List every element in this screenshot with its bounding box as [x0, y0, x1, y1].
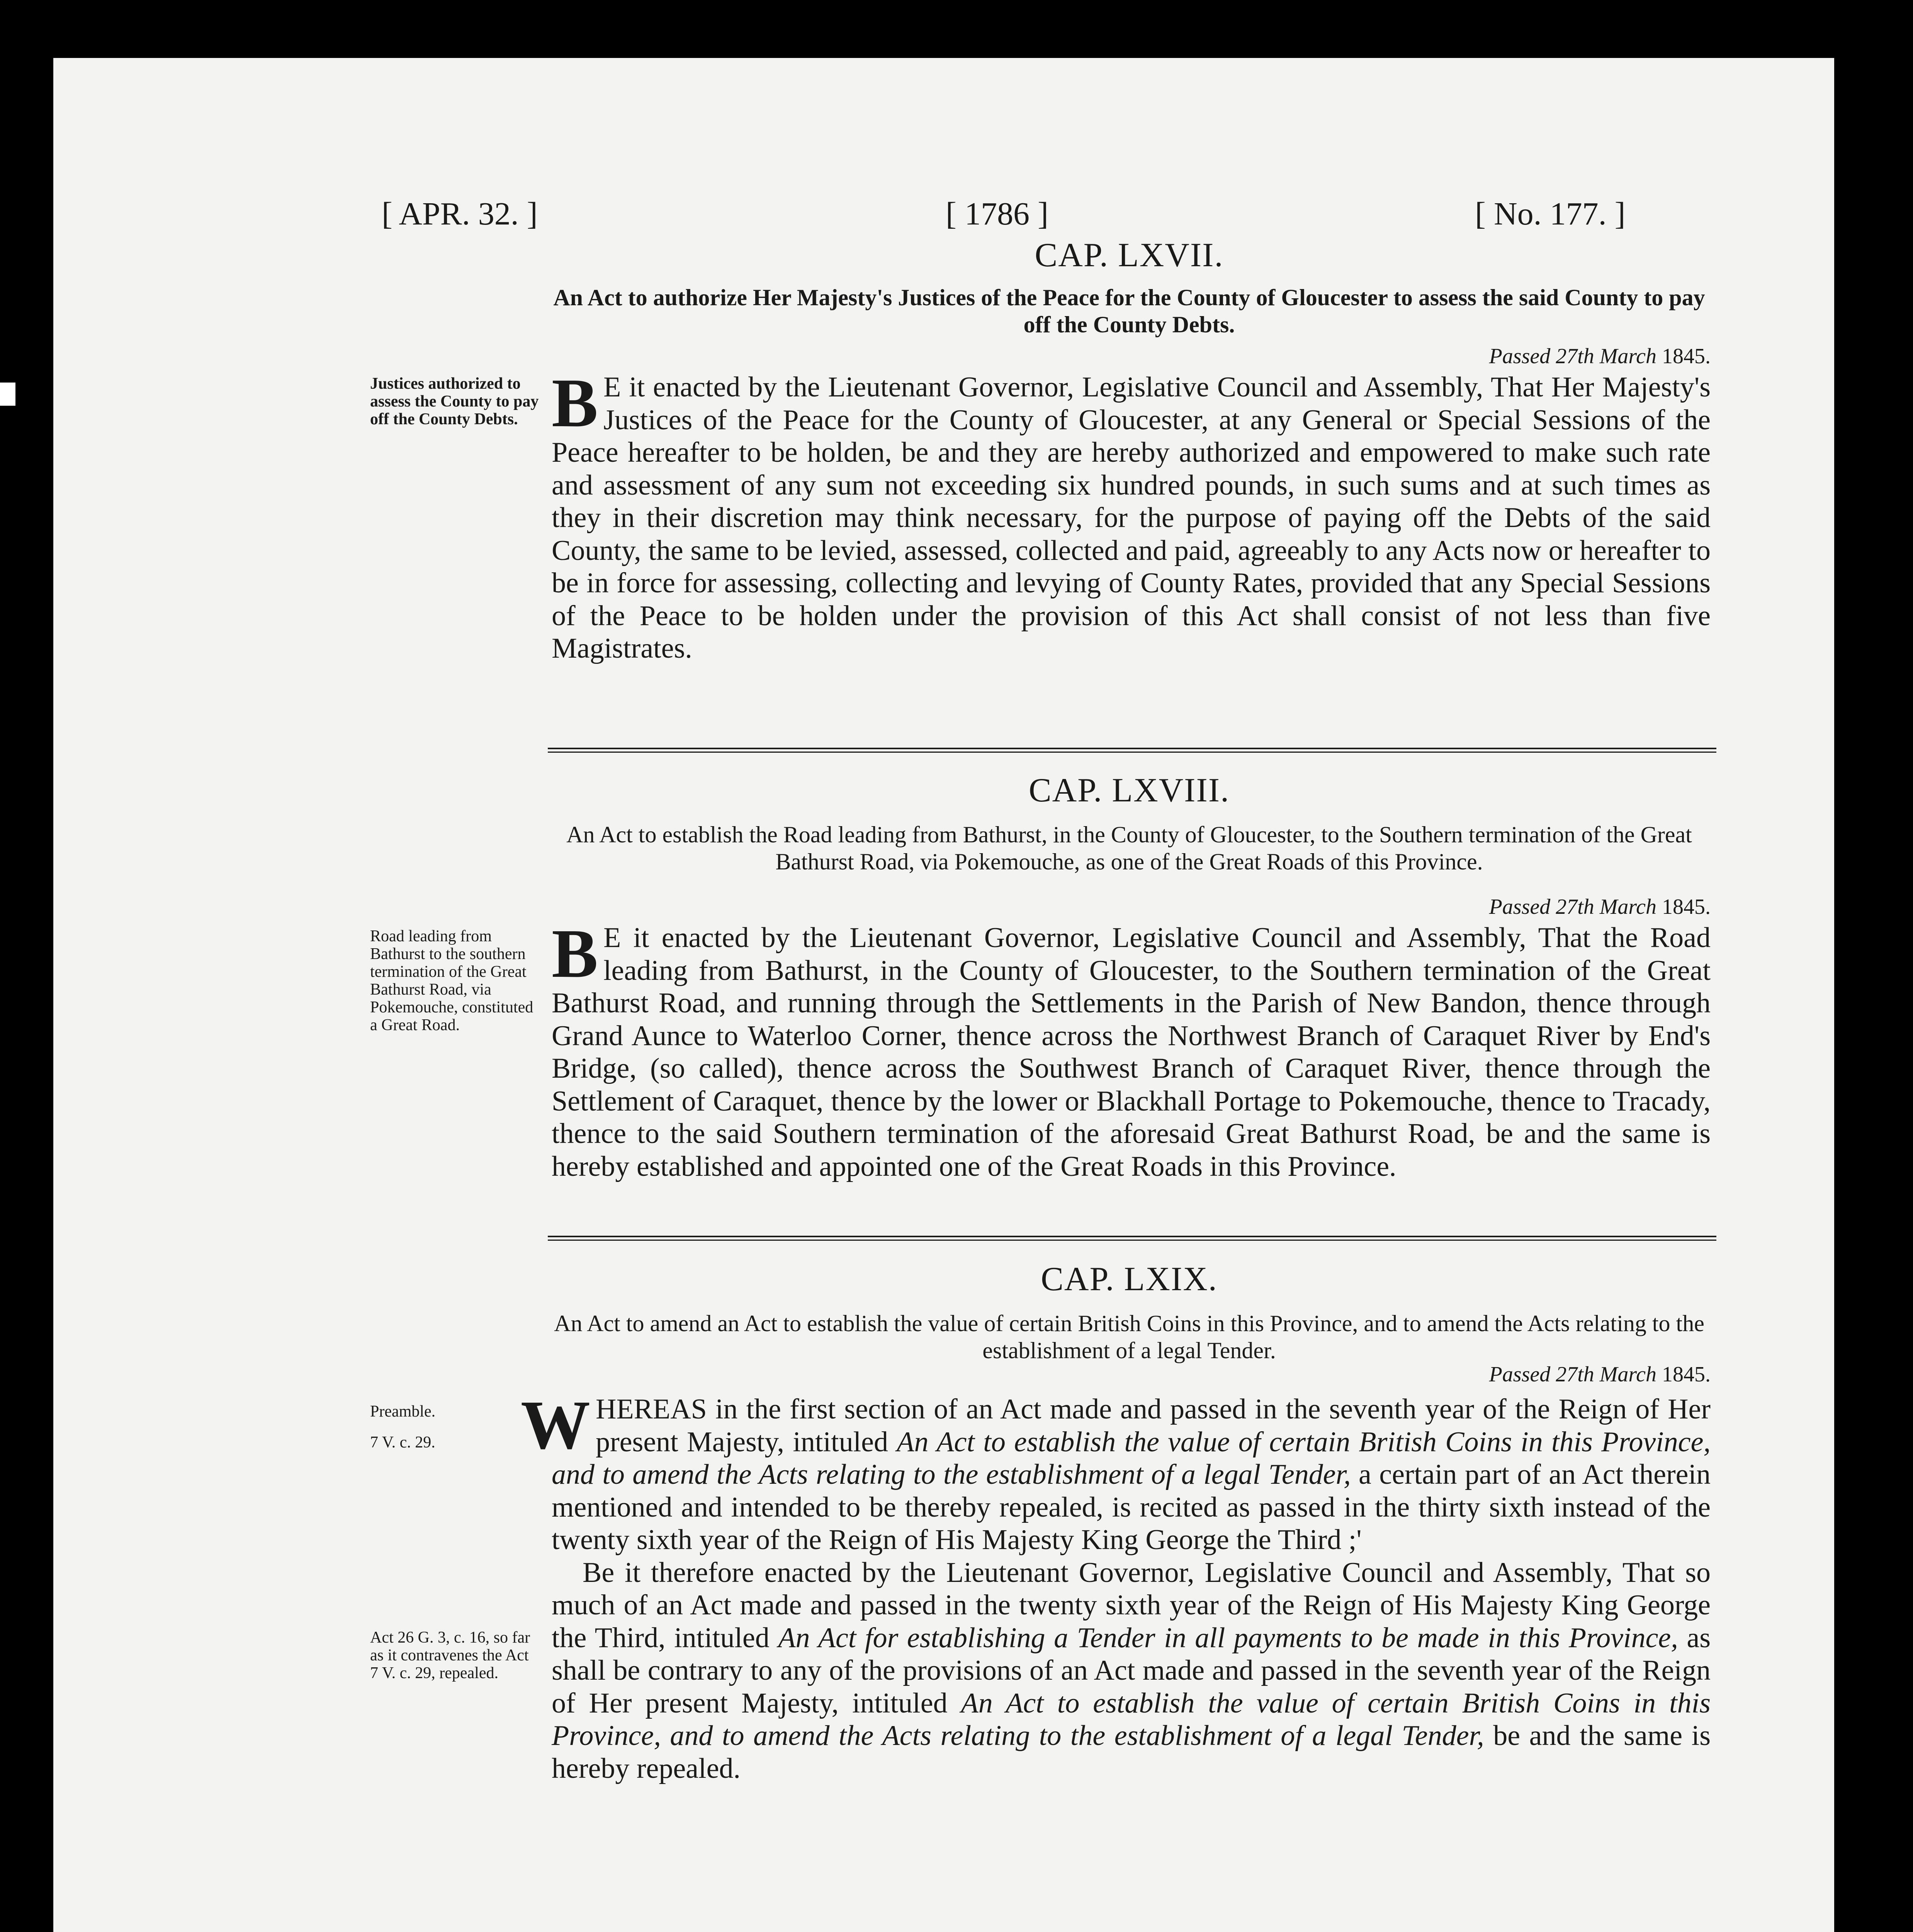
- passed-date: Passed 27th March 1845.: [1489, 1362, 1711, 1386]
- header-date: [ APR. 32. ]: [382, 196, 538, 232]
- drop-cap: B: [552, 915, 598, 992]
- chapter-heading: CAP. LXIX.: [1041, 1260, 1218, 1298]
- chapter-title: An Act to authorize Her Majesty's Justices of the Peace for the County of Gloucester to assess the said County to pay off the County Debts.: [553, 285, 1705, 337]
- section-divider: [548, 748, 1716, 753]
- margin-note: Justices authorized to assess the County to pay off the County Debts.: [370, 375, 539, 428]
- margin-note-citation: 7 V. c. 29.: [370, 1434, 435, 1451]
- chapter-title: An Act to establish the Road leading from Bathurst, in the County of Gloucester, to the Southern termination of the Great Bathurst Road, via Pokemouche, as one of the Great Roads of this Province.: [566, 822, 1692, 874]
- chapter-body: B E it enacted by the Lieutenant Governor, Legislative Council and Assembly, That the Road leading from Bathurst, in the County of Gloucester, to the Southern termination of the Great Bathurst Road, and running through the Settlements in the Parish of New Bandon, thence through Grand Aunce to Waterloo Corner, thence across the Northwest Branch of Caraquet River by End's Bridge, (so called), thence across the Southwest Branch of Caraquet River, thence through the Settlement of Caraquet, thence by the lower or Blackhall Portage to Pokemouche, thence to Tracady, thence to the said Southern termination of the aforesaid Great Bathurst Road, be and the same is hereby established and appointed one of the Great Roads in this Province.: [552, 915, 1711, 1182]
- chapter-body: B E it enacted by the Lieutenant Governor, Legislative Council and Assembly, That Her Majesty's Justices of the Peace for the County of Gloucester, at any General or Special Sessions of the Peace hereafter to be holden, be and they are hereby authorized and empowered to make such rate and assessment of any sum not exceeding six hundred pounds, in such sums and at such times as they in their discretion may think necessary, for the purpose of paying off the Debts of the said County, the same to be levied, assessed, collected and paid, agreeably to any Acts now or hereafter to be in force for assessing, collecting and levying of County Rates, provided that any Special Sessions of the Peace to be holden under the provision of this Act shall consist of not less than five Magistrates.: [552, 364, 1711, 664]
- drop-cap: W: [521, 1386, 590, 1463]
- passed-date: Passed 27th March 1845.: [1489, 895, 1711, 919]
- drop-cap: B: [552, 364, 598, 441]
- document-page: [53, 58, 1834, 1932]
- chapter-title: An Act to amend an Act to establish the value of certain British Coins in this Province, and to amend the Acts relating to the establishment of a legal Tender.: [554, 1311, 1704, 1363]
- header-year: [ 1786 ]: [946, 196, 1048, 232]
- chapter-heading: CAP. LXVII.: [1035, 236, 1224, 274]
- margin-note: Road leading from Bathurst to the southern termination of the Great Bathurst Road, via Pokemouche, constituted a Great Road.: [370, 927, 533, 1034]
- scan-edge-mark: [0, 383, 15, 406]
- margin-note-preamble: Preamble.: [370, 1403, 436, 1420]
- section-divider: [548, 1236, 1716, 1241]
- margin-note: Act 26 G. 3, c. 16, so far as it contravenes the Act 7 V. c. 29, repealed.: [370, 1629, 530, 1682]
- chapter-heading: CAP. LXVIII.: [1028, 772, 1230, 809]
- header-number: [ No. 177. ]: [1475, 196, 1626, 232]
- chapter-body: WHEREAS in the first section of an Act made and passed in the seventh year of the Reign of Her present Majesty, intituled An Act to establish the value of certain British Coins in this Province, and to amend the Acts relating to the establishment of a legal Tender, a certain part of an Act therein mentioned and intended to be thereby repealed, is recited as passed in the thirty sixth instead of the twenty sixth year of the Reign of His Majesty King George the Third ;' Be it therefore enacted by the Lieutenant Governor, Legislative Council and Assembly, That so much of an Act made and passed in the twenty sixth year of the Reign of His Majesty King George the Third, intituled An Act for establishing a Tender in all payments to be made in this Province, as shall be contrary to any of the provisions of an Act made and passed in the seventh year of the Reign of Her present Majesty, intituled An Act to establish the value of certain British Coins in this Province, and to amend the Acts relating to the establishment of a legal Tender, be and the same is hereby repealed.: [521, 1386, 1711, 1784]
- passed-date: Passed 27th March 1845.: [1489, 344, 1711, 368]
